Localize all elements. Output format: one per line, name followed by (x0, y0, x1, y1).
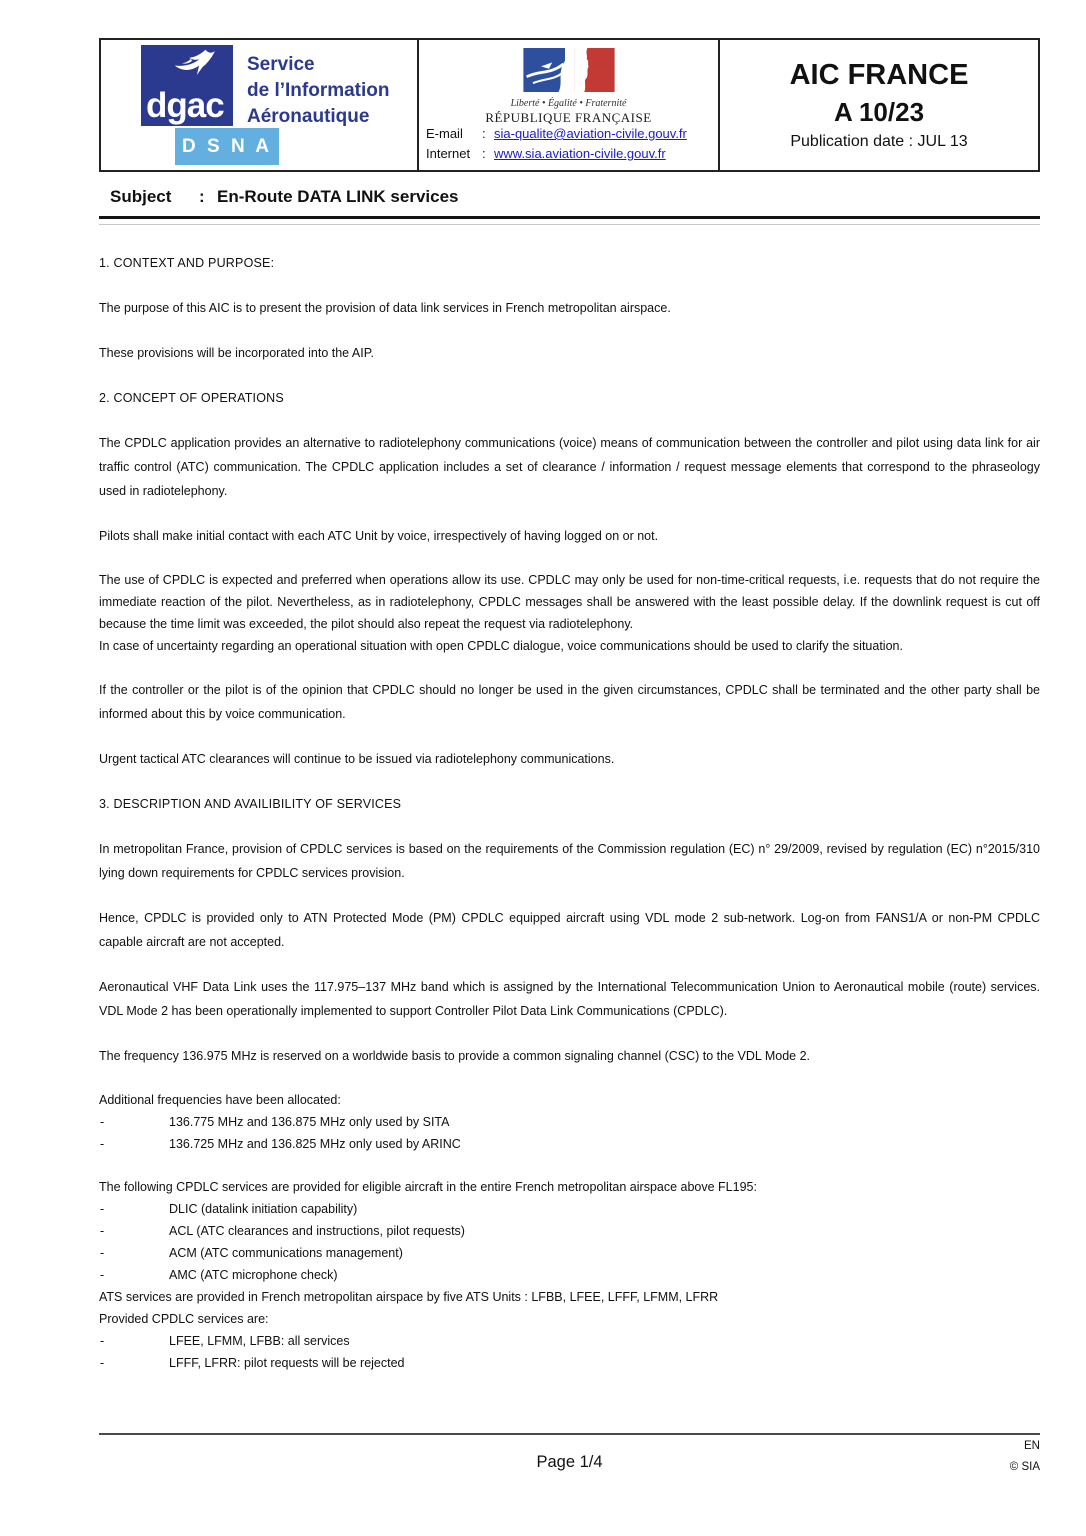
internet-row (426, 144, 687, 164)
aic-title: AIC FRANCE (789, 59, 969, 91)
text-line: The following CPDLC services are provided for eligible aircraft in the entire French metropolitan airspace above FL195: (99, 1180, 757, 1194)
paragraph: The CPDLC application provides an alternative to radiotelephony communications (voice) means of communication between the controller and pilot using data link for air traffic control (ATC) communication. The CPDLC application includes a set of clearance / information / request message elements that correspond to the phraseology used in radiotelephony. (99, 436, 1040, 498)
section-heading: 1. CONTEXT AND PURPOSE: (99, 256, 275, 270)
list-item (99, 1242, 1040, 1264)
contact-block (426, 124, 687, 164)
sia-service-name (247, 52, 390, 130)
copyright: © SIA (1009, 1461, 1040, 1473)
list-item-text: AMC (ATC microphone check) (169, 1268, 338, 1282)
section-heading: 3. DESCRIPTION AND AVAILIBILITY OF SERVICES (99, 797, 402, 811)
list-item (99, 1198, 1040, 1220)
section-heading: 2. CONCEPT OF OPERATIONS (99, 391, 284, 405)
list-item-text: DLIC (datalink initiation capability) (169, 1202, 358, 1216)
paragraph: The frequency 136.975 MHz is reserved on a worldwide basis to provide a common signaling channel (CSC) to the VDL Mode 2. (99, 1049, 811, 1063)
text-line: Additional frequencies have been allocated: (99, 1093, 341, 1107)
list-item-text: LFEE, LFMM, LFBB: all services (169, 1334, 350, 1348)
list-item (99, 1264, 1040, 1286)
subject-row (99, 187, 1040, 219)
header-contact-cell (419, 40, 720, 170)
language-code: EN (1024, 1440, 1040, 1452)
list-item-text: LFFF, LFRR: pilot requests will be rejected (169, 1356, 405, 1370)
bullet-marker: - (100, 1115, 105, 1129)
paragraph: If the controller or the pilot is of the opinion that CPDLC should no longer be used in the given circumstances, CPDLC shall be terminated and the other party shall be informed about this by voice communication. (99, 683, 1040, 721)
bullet-marker: - (100, 1334, 105, 1348)
dsna-badge: D S N A (175, 128, 279, 165)
paragraph: In metropolitan France, provision of CPDLC services is based on the requirements of the Commission regulation (EC) n° 29/2009, revised by regulation (EC) n°2015/310 lying down requirements for CPDLC services provision. (99, 842, 1040, 880)
website-link[interactable]: www.sia.aviation-civile.gouv.fr (494, 146, 666, 161)
publication-date: Publication date : JUL 13 (790, 133, 968, 150)
document-body (99, 251, 1040, 1395)
subject-colon: : (199, 187, 205, 206)
email-row (426, 124, 687, 144)
list-item (99, 1133, 1040, 1155)
subject-label: Subject (110, 187, 172, 206)
subject-text: En-Route DATA LINK services (217, 187, 459, 206)
internet-label: Internet (426, 146, 471, 161)
text-line: In case of uncertainty regarding an operational situation with open CPDLC dialogue, voice communications should be used to clarify the situation. (99, 639, 903, 653)
paragraph: Urgent tactical ATC clearances will continue to be issued via radiotelephony communications. (99, 752, 615, 766)
republique-francaise-logo (419, 47, 718, 126)
paragraph: These provisions will be incorporated into the AIP. (99, 346, 374, 360)
text-group (99, 1089, 1040, 1155)
document-header (99, 38, 1040, 172)
paragraph: Pilots shall make initial contact with each ATC Unit by voice, irrespectively of having logged on or not. (99, 529, 659, 543)
paragraph: The purpose of this AIC is to present the provision of data link services in French metropolitan airspace. (99, 301, 671, 315)
page-number: Page 1/4 (536, 1453, 603, 1471)
list-item-text: 136.725 MHz and 136.825 MHz only used by ARINC (169, 1137, 461, 1151)
list-item-text: ACM (ATC communications management) (169, 1246, 403, 1260)
text-line: ATS services are provided in French metropolitan airspace by five ATS Units : LFBB, LFEE, LFFF, LFMM, LFRR (99, 1290, 719, 1304)
text-line: Provided CPDLC services are: (99, 1312, 269, 1326)
sia-service-line: Service (247, 54, 315, 75)
dgac-logo-text: dgac (146, 86, 224, 125)
list-item-text: 136.775 MHz and 136.875 MHz only used by SITA (169, 1115, 450, 1129)
text-group (99, 1176, 1040, 1374)
paragraph: Hence, CPDLC is provided only to ATN Protected Mode (PM) CPDLC equipped aircraft using VDL mode 2 sub-network. Log-on from FANS1/A or non-PM CPDLC capable aircraft are not accepted. (99, 911, 1040, 949)
list-item (99, 1111, 1040, 1133)
marianne-flag-icon (419, 47, 718, 97)
rf-name: RÉPUBLIQUE FRANÇAISE (485, 110, 652, 125)
list-item (99, 1330, 1040, 1352)
bullet-marker: - (100, 1356, 105, 1370)
sia-logo (101, 40, 419, 170)
list-item (99, 1220, 1040, 1242)
email-label: E-mail (426, 126, 463, 141)
sia-service-line: de l’Information (247, 80, 390, 101)
subject-rule-shadow (99, 224, 1040, 225)
bullet-marker: - (100, 1268, 105, 1282)
list-item-text: ACL (ATC clearances and instructions, pilot requests) (169, 1224, 465, 1238)
dgac-logo (141, 45, 233, 126)
paragraph: Aeronautical VHF Data Link uses the 117.975–137 MHz band which is assigned by the International Telecommunication Union to Aeronautical mobile (route) services. VDL Mode 2 has been operationally implemented to support Controller Pilot Data Link Communications (CPDLC). (99, 980, 1040, 1018)
bullet-marker: - (100, 1202, 105, 1216)
footer-rule (99, 1433, 1040, 1435)
text-line: The use of CPDLC is expected and preferred when operations allow its use. CPDLC may only be used for non-time-critical requests, i.e. requests that do not require the immediate reaction of the pilot. Nevertheless, as in radiotelephony, CPDLC messages shall be answered with the least possible delay. If the downlink request is cut off because the time limit was exceeded, the pilot should also repeat the request via radiotelephony. (99, 573, 1040, 631)
text-group (99, 569, 1040, 657)
list-item (99, 1352, 1040, 1374)
bullet-marker: - (100, 1137, 105, 1151)
email-link[interactable]: sia-qualite@aviation-civile.gouv.fr (494, 126, 687, 141)
internet-separator: : (482, 146, 486, 161)
aic-number: A 10/23 (833, 97, 925, 127)
bullet-marker: - (100, 1246, 105, 1260)
aic-title-cell (720, 40, 1038, 170)
bullet-marker: - (100, 1224, 105, 1238)
sia-service-line: Aéronautique (247, 106, 370, 127)
email-separator: : (482, 126, 486, 141)
rf-motto: Liberté • Égalité • Fraternité (510, 98, 627, 109)
